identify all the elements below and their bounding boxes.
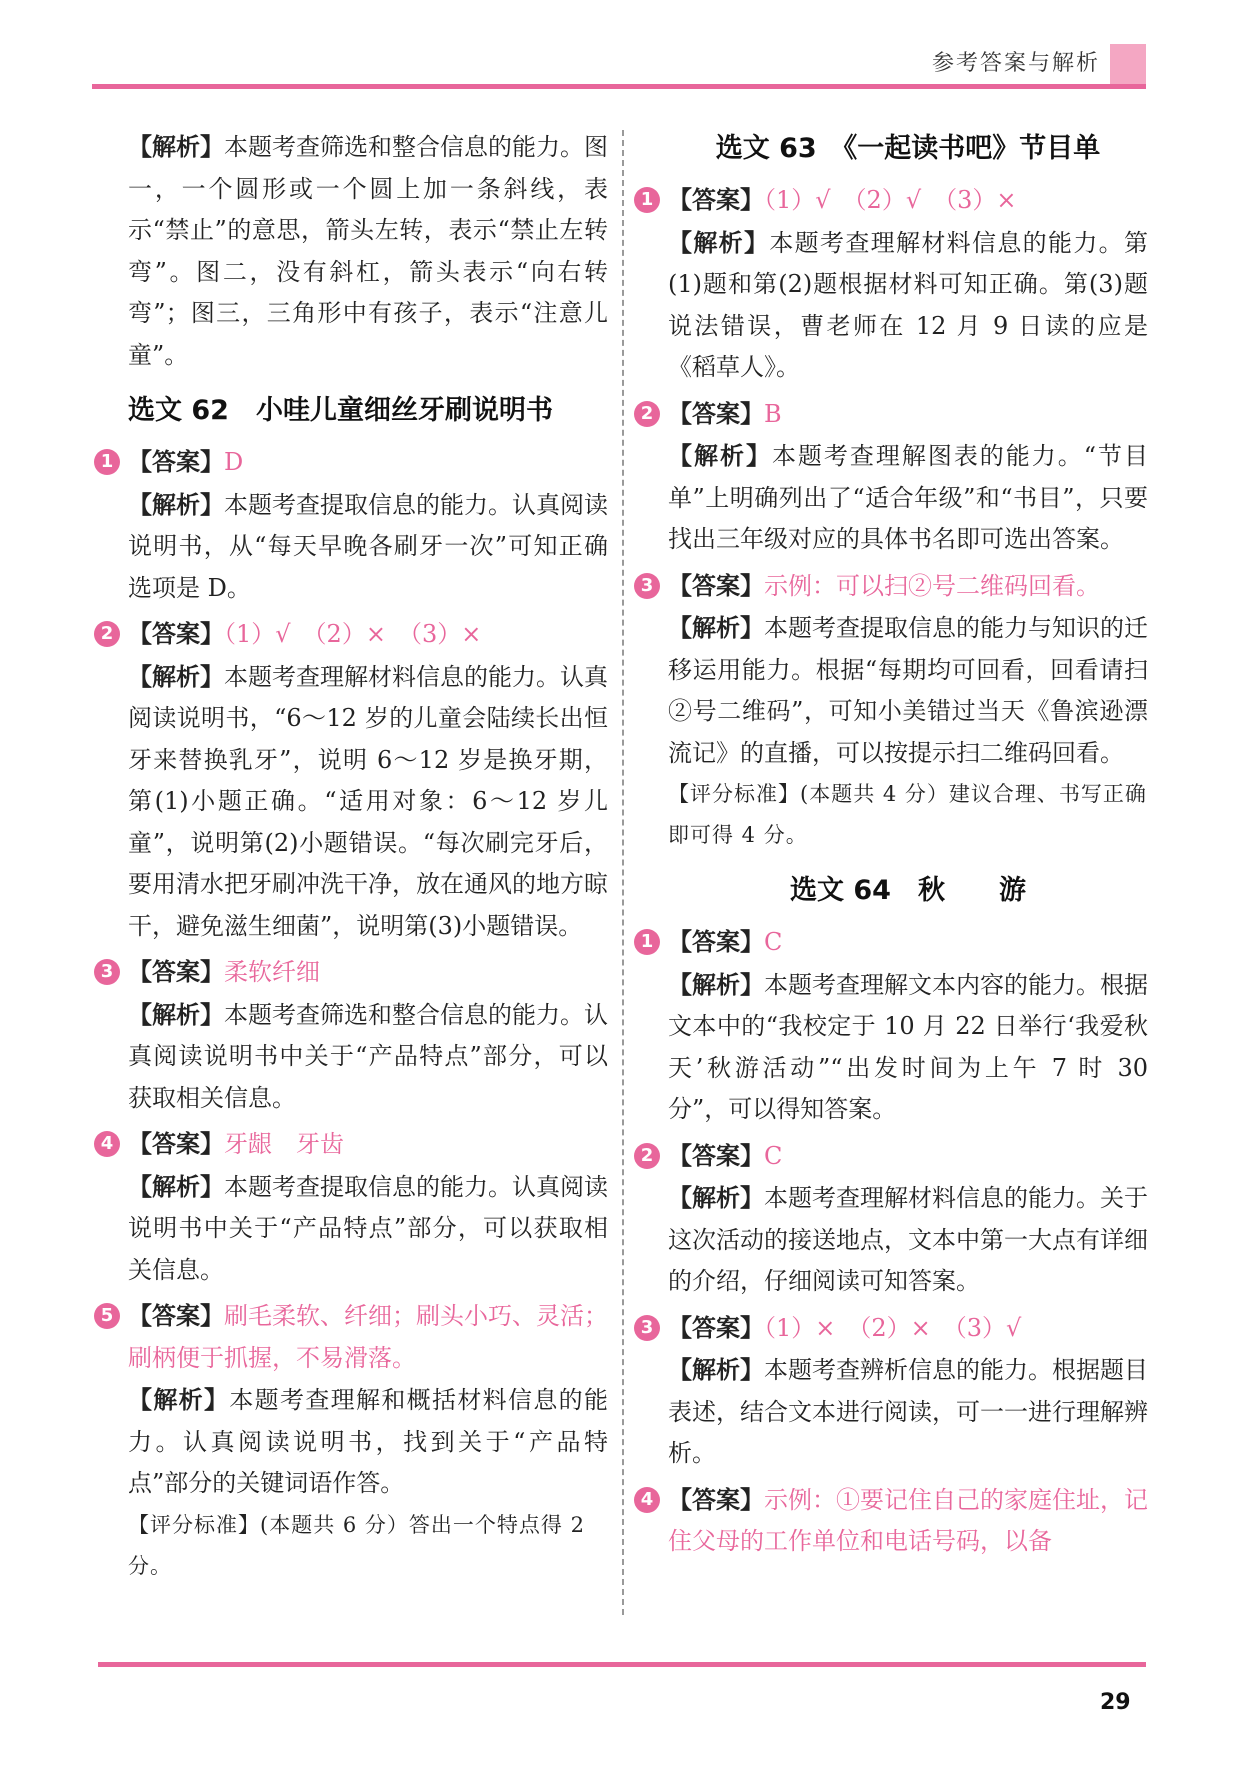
question-item	[640, 1307, 1148, 1475]
answer-label: 【答案】	[668, 1312, 764, 1342]
scoring-text: (本题共 4 分）建议合理、书写正确即可得 4 分。	[668, 782, 1147, 847]
question-number-badge: 1	[634, 929, 660, 955]
analysis-text: 本题考查理解图表的能力。“节目单”上明确列出了“适合年级”和“书目”，只要找出三年级对应的具体书名即可选出答案。	[668, 442, 1148, 553]
answer-line	[128, 1123, 608, 1166]
answer-label: 【答案】	[668, 185, 764, 214]
answer-line	[668, 1307, 1148, 1350]
right-column	[640, 126, 1149, 1563]
scoring-label: 【评分标准】	[668, 782, 800, 806]
analysis-text: 本题考查理解和概括材料信息的能力。认真阅读说明书，找到关于“产品特点”部分的关键词语作答。	[128, 1386, 609, 1497]
answer-text: （1）√ （2）× （3）×	[224, 620, 482, 648]
answer-label: 【答案】	[668, 927, 764, 956]
answer-text: C	[764, 1141, 783, 1170]
analysis-text: 本题考查辨析信息的能力。根据题目表述，结合文本进行阅读，可一一进行理解辨析。	[668, 1356, 1148, 1467]
answer-text: B	[764, 399, 782, 428]
analysis-block	[128, 994, 608, 1120]
question-number-badge: 1	[94, 449, 120, 475]
left-column	[100, 126, 609, 1587]
question-number-badge: 5	[94, 1303, 120, 1329]
question-number-badge: 4	[634, 1487, 660, 1513]
analysis-label: 【解析】	[668, 613, 764, 642]
analysis-text: 本题考查理解材料信息的能力。关于这次活动的接送地点，文本中第一大点有详细的介绍，仔细阅读可知答案。	[668, 1184, 1148, 1295]
scoring-criteria	[128, 1505, 608, 1587]
answer-label: 【答案】	[668, 1140, 764, 1170]
analysis-label: 【解析】	[128, 661, 224, 691]
header-title: 参考答案与解析	[931, 51, 1100, 76]
answer-label: 【答案】	[128, 619, 224, 648]
analysis-label: 【解析】	[128, 999, 224, 1029]
answer-text: D	[224, 448, 244, 476]
scoring-label: 【评分标准】	[128, 1512, 260, 1537]
analysis-text: 本题考查理解材料信息的能力。第(1)题和第(2)题根据材料可知正确。第(3)题说法错误，曹老师在 12 月 9 日读的应是《稻草人》。	[668, 228, 1149, 381]
analysis-text: 本题考查筛选和整合信息的能力。图一，一个圆形或一个圆上加一条斜线，表示“禁止”的意思，箭头左转，表示“禁止左转弯”。图二，没有斜杠，箭头表示“向右转弯”；图三，三角形中有孩子，表示“注意儿童”。	[128, 133, 608, 369]
question-number-badge: 4	[94, 1131, 120, 1157]
question-number-badge: 2	[94, 621, 120, 647]
answer-line	[128, 1295, 608, 1379]
analysis-label: 【解析】	[128, 489, 224, 519]
analysis-label: 【解析】	[668, 441, 772, 470]
analysis-block	[128, 1166, 608, 1292]
answer-text: 牙龈 牙齿	[224, 1130, 344, 1158]
question-item	[100, 1295, 609, 1587]
analysis-block	[668, 435, 1148, 561]
answer-text: 示例：①要记住自己的家庭住址，记住父母的工作单位和电话号码，以备	[668, 1485, 1148, 1555]
analysis-label: 【解析】	[668, 1183, 764, 1212]
answer-text: C	[764, 928, 783, 956]
analysis-label: 【解析】	[128, 132, 224, 161]
answer-text: 示例：可以扫②号二维码回看。	[764, 571, 1100, 600]
scoring-criteria	[668, 774, 1148, 856]
question-number-badge: 3	[634, 1315, 660, 1341]
answer-label: 【答案】	[128, 447, 224, 476]
analysis-block	[128, 1379, 608, 1505]
question-number-badge: 3	[94, 959, 120, 985]
question-number-badge: 2	[634, 1143, 660, 1169]
answer-text: （1）× （2）× （3）√	[764, 1313, 1022, 1342]
analysis-label: 【解析】	[668, 1355, 764, 1384]
analysis-label: 【解析】	[128, 1385, 230, 1414]
answer-line	[668, 921, 1148, 964]
intro-analysis	[128, 126, 608, 376]
answer-label: 【答案】	[128, 1301, 224, 1330]
question-item	[100, 613, 608, 947]
analysis-text: 本题考查筛选和整合信息的能力。认真阅读说明书中关于“产品特点”部分，可以获取相关信息。	[128, 1000, 608, 1112]
analysis-block	[128, 484, 608, 610]
question-number-badge: 2	[634, 401, 660, 427]
answer-line	[668, 1479, 1148, 1563]
analysis-block	[668, 607, 1148, 774]
header-rule	[92, 84, 1146, 89]
question-item	[640, 565, 1148, 857]
question-number-badge: 3	[634, 573, 660, 599]
question-item	[640, 921, 1148, 1131]
analysis-block	[668, 1349, 1148, 1475]
analysis-block	[668, 222, 1148, 389]
question-item	[100, 441, 608, 609]
analysis-text: 本题考查提取信息的能力与知识的迁移运用能力。根据“每期均可回看，回看请扫②号二维码”，可知小美错过当天《鲁滨逊漂流记》的直播，可以按提示扫二维码回看。	[668, 614, 1148, 767]
page-number: 29	[1100, 1690, 1131, 1715]
analysis-text: 本题考查提取信息的能力。认真阅读说明书中关于“产品特点”部分，可以获取相关信息。	[128, 1172, 608, 1284]
answer-text: （1）√ （2）√ （3）×	[764, 186, 1017, 214]
question-item	[100, 1123, 608, 1291]
question-item	[640, 179, 1149, 389]
scoring-text: (本题共 6 分）答出一个特点得 2 分。	[128, 1512, 585, 1578]
answer-line	[128, 441, 608, 484]
answer-line	[128, 951, 608, 994]
analysis-text: 本题考查理解材料信息的能力。认真阅读说明书，“6～12 岁的儿童会陆续长出恒牙来替换乳牙”，说明 6～12 岁是换牙期，第(1)小题正确。“适用对象：6～12 岁儿童”，说明第(2)小题错误。“每次刷完牙后，要用清水把牙刷冲洗干净，放在通风的地方晾干，避免滋生细菌”，说明第(3)小题错误。	[128, 662, 608, 940]
answer-label: 【答案】	[668, 398, 764, 428]
answer-label: 【答案】	[128, 1129, 224, 1158]
answer-line	[668, 393, 1148, 436]
question-item	[640, 1135, 1148, 1303]
question-item	[640, 1479, 1148, 1563]
answer-line	[128, 613, 608, 656]
analysis-text: 本题考查理解文本内容的能力。根据文本中的“我校定于 10 月 22 日举行‘我爱秋天’秋游活动”“出发时间为上午 7 时 30 分”，可以得知答案。	[668, 970, 1148, 1123]
column-divider	[622, 130, 624, 1615]
question-number-badge: 1	[634, 187, 660, 213]
section-title-63: 选文 63 《一起读书吧》节目单	[715, 133, 1101, 164]
analysis-label: 【解析】	[128, 1171, 224, 1201]
answer-label: 【答案】	[128, 957, 224, 986]
analysis-block	[128, 656, 608, 948]
answer-label: 【答案】	[668, 570, 764, 600]
answer-line	[668, 179, 1148, 222]
analysis-block	[668, 1177, 1148, 1303]
answer-line	[668, 565, 1148, 608]
analysis-label: 【解析】	[668, 227, 770, 257]
analysis-label: 【解析】	[668, 969, 764, 999]
question-item	[100, 951, 608, 1119]
answer-label: 【答案】	[668, 1484, 764, 1514]
answer-text: 刷毛柔软、纤细；刷头小巧、灵活；刷柄便于抓握，不易滑落。	[128, 1302, 608, 1372]
analysis-text: 本题考查提取信息的能力。认真阅读说明书，从“每天早晚各刷牙一次”可知正确选项是 D。	[128, 490, 608, 602]
footer-rule	[98, 1662, 1146, 1667]
section-title-62: 选文 62 小哇儿童细丝牙刷说明书	[128, 395, 553, 426]
question-item	[640, 393, 1148, 561]
answer-line	[668, 1135, 1148, 1178]
analysis-block	[668, 964, 1148, 1131]
answer-text: 柔软纤细	[224, 958, 320, 986]
section-title-64: 选文 64 秋 游	[790, 875, 1026, 906]
header-tab	[1110, 44, 1146, 84]
